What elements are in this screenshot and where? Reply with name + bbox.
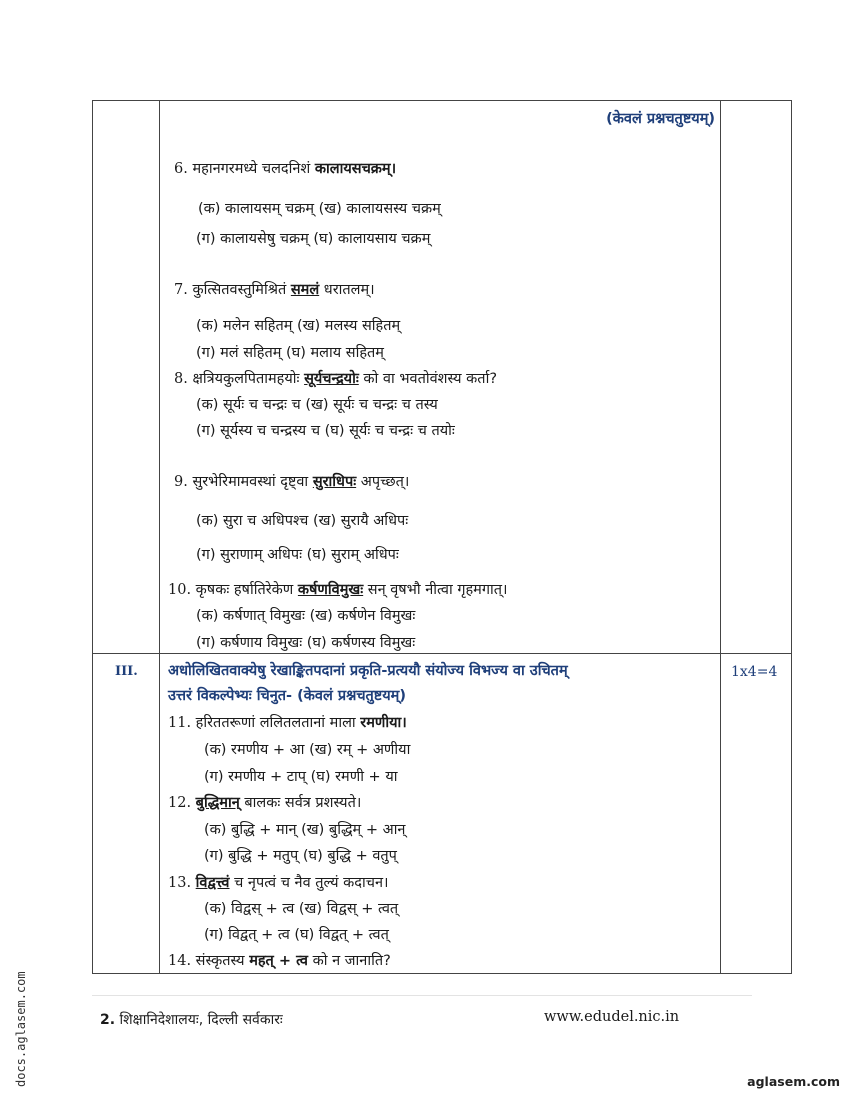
question-table bbox=[92, 100, 792, 974]
question-10-options-1: (क) कर्षणात् विमुखः (ख) कर्षणेन विमुखः bbox=[196, 608, 416, 624]
question-9-options-2: (ग) सुराणाम् अधिपः (घ) सुराम् अधिपः bbox=[196, 547, 399, 563]
question-8-options-2: (ग) सूर्यस्य च चन्द्रस्य च (घ) सूर्यः च चन्द्रः च तयोः bbox=[196, 423, 455, 439]
question-13-options-1: (क) विद्वस् + त्व (ख) विद्वस् + त्वत् bbox=[204, 901, 399, 917]
side-watermark: docs.aglasem.com bbox=[14, 971, 28, 1087]
section-number: III. bbox=[115, 664, 138, 679]
column-divider bbox=[720, 101, 721, 973]
footer-url[interactable]: www.edudel.nic.in bbox=[544, 1009, 680, 1025]
question-9-options-1: (क) सुरा च अधिपश्च (ख) सुरायै अधिपः bbox=[196, 513, 409, 529]
footer-divider bbox=[92, 995, 752, 996]
question-12: 12. बुद्धिमान् बालकः सर्वत्र प्रशस्यते। bbox=[168, 795, 362, 811]
column-divider bbox=[159, 101, 160, 973]
question-13: 13. विद्वत्त्वं च नृपत्वं च नैव तुल्यं कदाचन। bbox=[168, 875, 389, 891]
question-6: 6. महानगरमध्ये चलदनिशं कालायसचक्रम्। bbox=[174, 161, 397, 177]
section-instruction-line-1: अधोलिखितवाक्येषु रेखाङ्कितपदानां प्रकृति-प्रत्ययौ संयोज्य विभज्य वा उचितम् bbox=[168, 663, 568, 679]
question-10: 10. कृषकः हर्षातिरेकेण कर्षणविमुखः सन् वृषभौ नीत्वा गृहमगात्। bbox=[168, 582, 508, 598]
question-7-options-1: (क) मलेन सहितम् (ख) मलस्य सहितम् bbox=[196, 318, 401, 334]
question-7-options-2: (ग) मलं सहितम् (घ) मलाय सहितम् bbox=[196, 345, 384, 361]
question-11-options-2: (ग) रमणीय + टाप् (घ) रमणी + या bbox=[204, 769, 398, 785]
question-12-options-2: (ग) बुद्धि + मतुप् (घ) बुद्धि + वतुप् bbox=[204, 848, 397, 864]
footer-department: 2. शिक्षानिदेशालयः, दिल्ली सर्वकारः bbox=[100, 1012, 283, 1028]
question-14: 14. संस्कृतस्य महत् + त्व को न जानाति? bbox=[168, 953, 391, 969]
question-6-options-2: (ग) कालायसेषु चक्रम् (घ) कालायसाय चक्रम् bbox=[196, 231, 431, 247]
question-8: 8. क्षत्रियकुलपितामहयोः सूर्यचन्द्रयोः को वा भवतोवंशस्य कर्ता? bbox=[174, 371, 498, 387]
question-11: 11. हरिततरूणां ललितलतानां माला रमणीया। bbox=[168, 715, 407, 731]
section-marks: 1x4=4 bbox=[731, 664, 778, 680]
question-12-options-1: (क) बुद्धि + मान् (ख) बुद्धिम् + आन् bbox=[204, 822, 406, 838]
question-7: 7. कुत्सितवस्तुमिश्रितं समलं धरातलम्। bbox=[174, 282, 375, 298]
header-note: (केवलं प्रश्नचतुष्टयम्) bbox=[606, 111, 715, 127]
question-6-options-1: (क) कालायसम् चक्रम् (ख) कालायसस्य चक्रम् bbox=[198, 201, 441, 217]
question-9: 9. सुरभेरिमामवस्थां दृष्ट्वा सुराधिपः अपृच्छत्। bbox=[174, 474, 410, 490]
question-11-options-1: (क) रमणीय + आ (ख) रम् + अणीया bbox=[204, 742, 411, 758]
row-divider bbox=[93, 653, 791, 654]
question-10-options-2: (ग) कर्षणाय विमुखः (घ) कर्षणस्य विमुखः bbox=[196, 635, 416, 651]
brand-watermark: aglasem.com bbox=[747, 1074, 840, 1089]
question-8-options-1: (क) सूर्यः च चन्द्रः च (ख) सूर्यः च चन्द्रः च तस्य bbox=[196, 397, 438, 413]
question-13-options-2: (ग) विद्वत् + त्व (घ) विद्वत् + त्वत् bbox=[204, 927, 389, 943]
section-instruction-line-2: उत्तरं विकल्पेभ्यः चिनुत- (केवलं प्रश्नचतुष्टयम्) bbox=[168, 688, 406, 704]
